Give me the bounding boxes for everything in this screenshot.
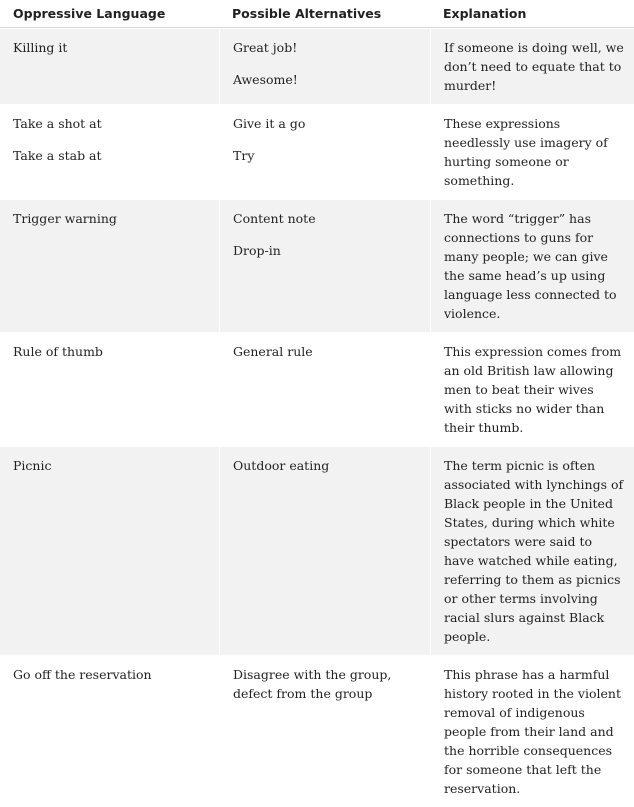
explanation-cell: If someone is doing well, we don’t need to equate that to murder! — [430, 28, 634, 104]
table-row — [0, 332, 634, 446]
alternative-term: Give it a go — [233, 116, 306, 131]
explanation-cell: This expression comes from an old British law allowing men to beat their wives with sticks no wider than their thumb. — [430, 332, 634, 446]
alternative-term: Awesome! — [233, 72, 298, 87]
table-row — [0, 28, 634, 104]
alternative-term: Try — [233, 148, 255, 163]
alternatives-cell — [219, 199, 430, 332]
header-oppressive-language: Oppressive Language — [0, 0, 219, 28]
alternatives-cell — [219, 446, 430, 655]
alternative-term: Great job! — [233, 40, 298, 55]
oppressive-cell — [0, 446, 219, 655]
oppressive-cell — [0, 104, 219, 199]
alternatives-cell — [219, 655, 430, 807]
alternative-term: Outdoor eating — [233, 458, 330, 473]
alternatives-cell — [219, 104, 430, 199]
oppressive-cell — [0, 332, 219, 446]
oppressive-term: Go off the reservation — [13, 667, 152, 682]
alternative-term: Content note — [233, 211, 316, 226]
oppressive-term: Picnic — [13, 458, 52, 473]
alternatives-cell — [219, 332, 430, 446]
header-explanation: Explanation — [430, 0, 634, 28]
alternative-term: General rule — [233, 344, 313, 359]
header-possible-alternatives: Possible Alternatives — [219, 0, 430, 28]
oppressive-term: Killing it — [13, 40, 68, 55]
explanation-cell: The term picnic is often associated with lynchings of Black people in the United States, during which white spectators were said to have watched while eating, referring to them as picnics or other terms involving racial slurs against Black people. — [430, 446, 634, 655]
header-row — [0, 0, 634, 28]
explanation-cell: These expressions needlessly use imagery of hurting someone or something. — [430, 104, 634, 199]
table-row — [0, 655, 634, 807]
oppressive-term: Rule of thumb — [13, 344, 103, 359]
oppressive-cell — [0, 28, 219, 104]
oppressive-cell — [0, 655, 219, 807]
explanation-cell: This phrase has a harmful history rooted in the violent removal of indigenous people from their land and the horrible consequences for someone that left the reservation. — [430, 655, 634, 807]
oppressive-term: Trigger warning — [13, 211, 117, 226]
table-row — [0, 446, 634, 655]
explanation-cell: The word “trigger” has connections to guns for many people; we can give the same head’s up using language less connected to violence. — [430, 199, 634, 332]
alternative-term: Drop-in — [233, 243, 281, 258]
table-row — [0, 199, 634, 332]
oppressive-term: Take a shot at — [13, 116, 102, 131]
alternative-term: Disagree with the group, defect from the group — [233, 667, 392, 701]
oppressive-term: Take a stab at — [13, 148, 102, 163]
table-row — [0, 104, 634, 199]
alternatives-cell — [219, 28, 430, 104]
oppressive-cell — [0, 199, 219, 332]
